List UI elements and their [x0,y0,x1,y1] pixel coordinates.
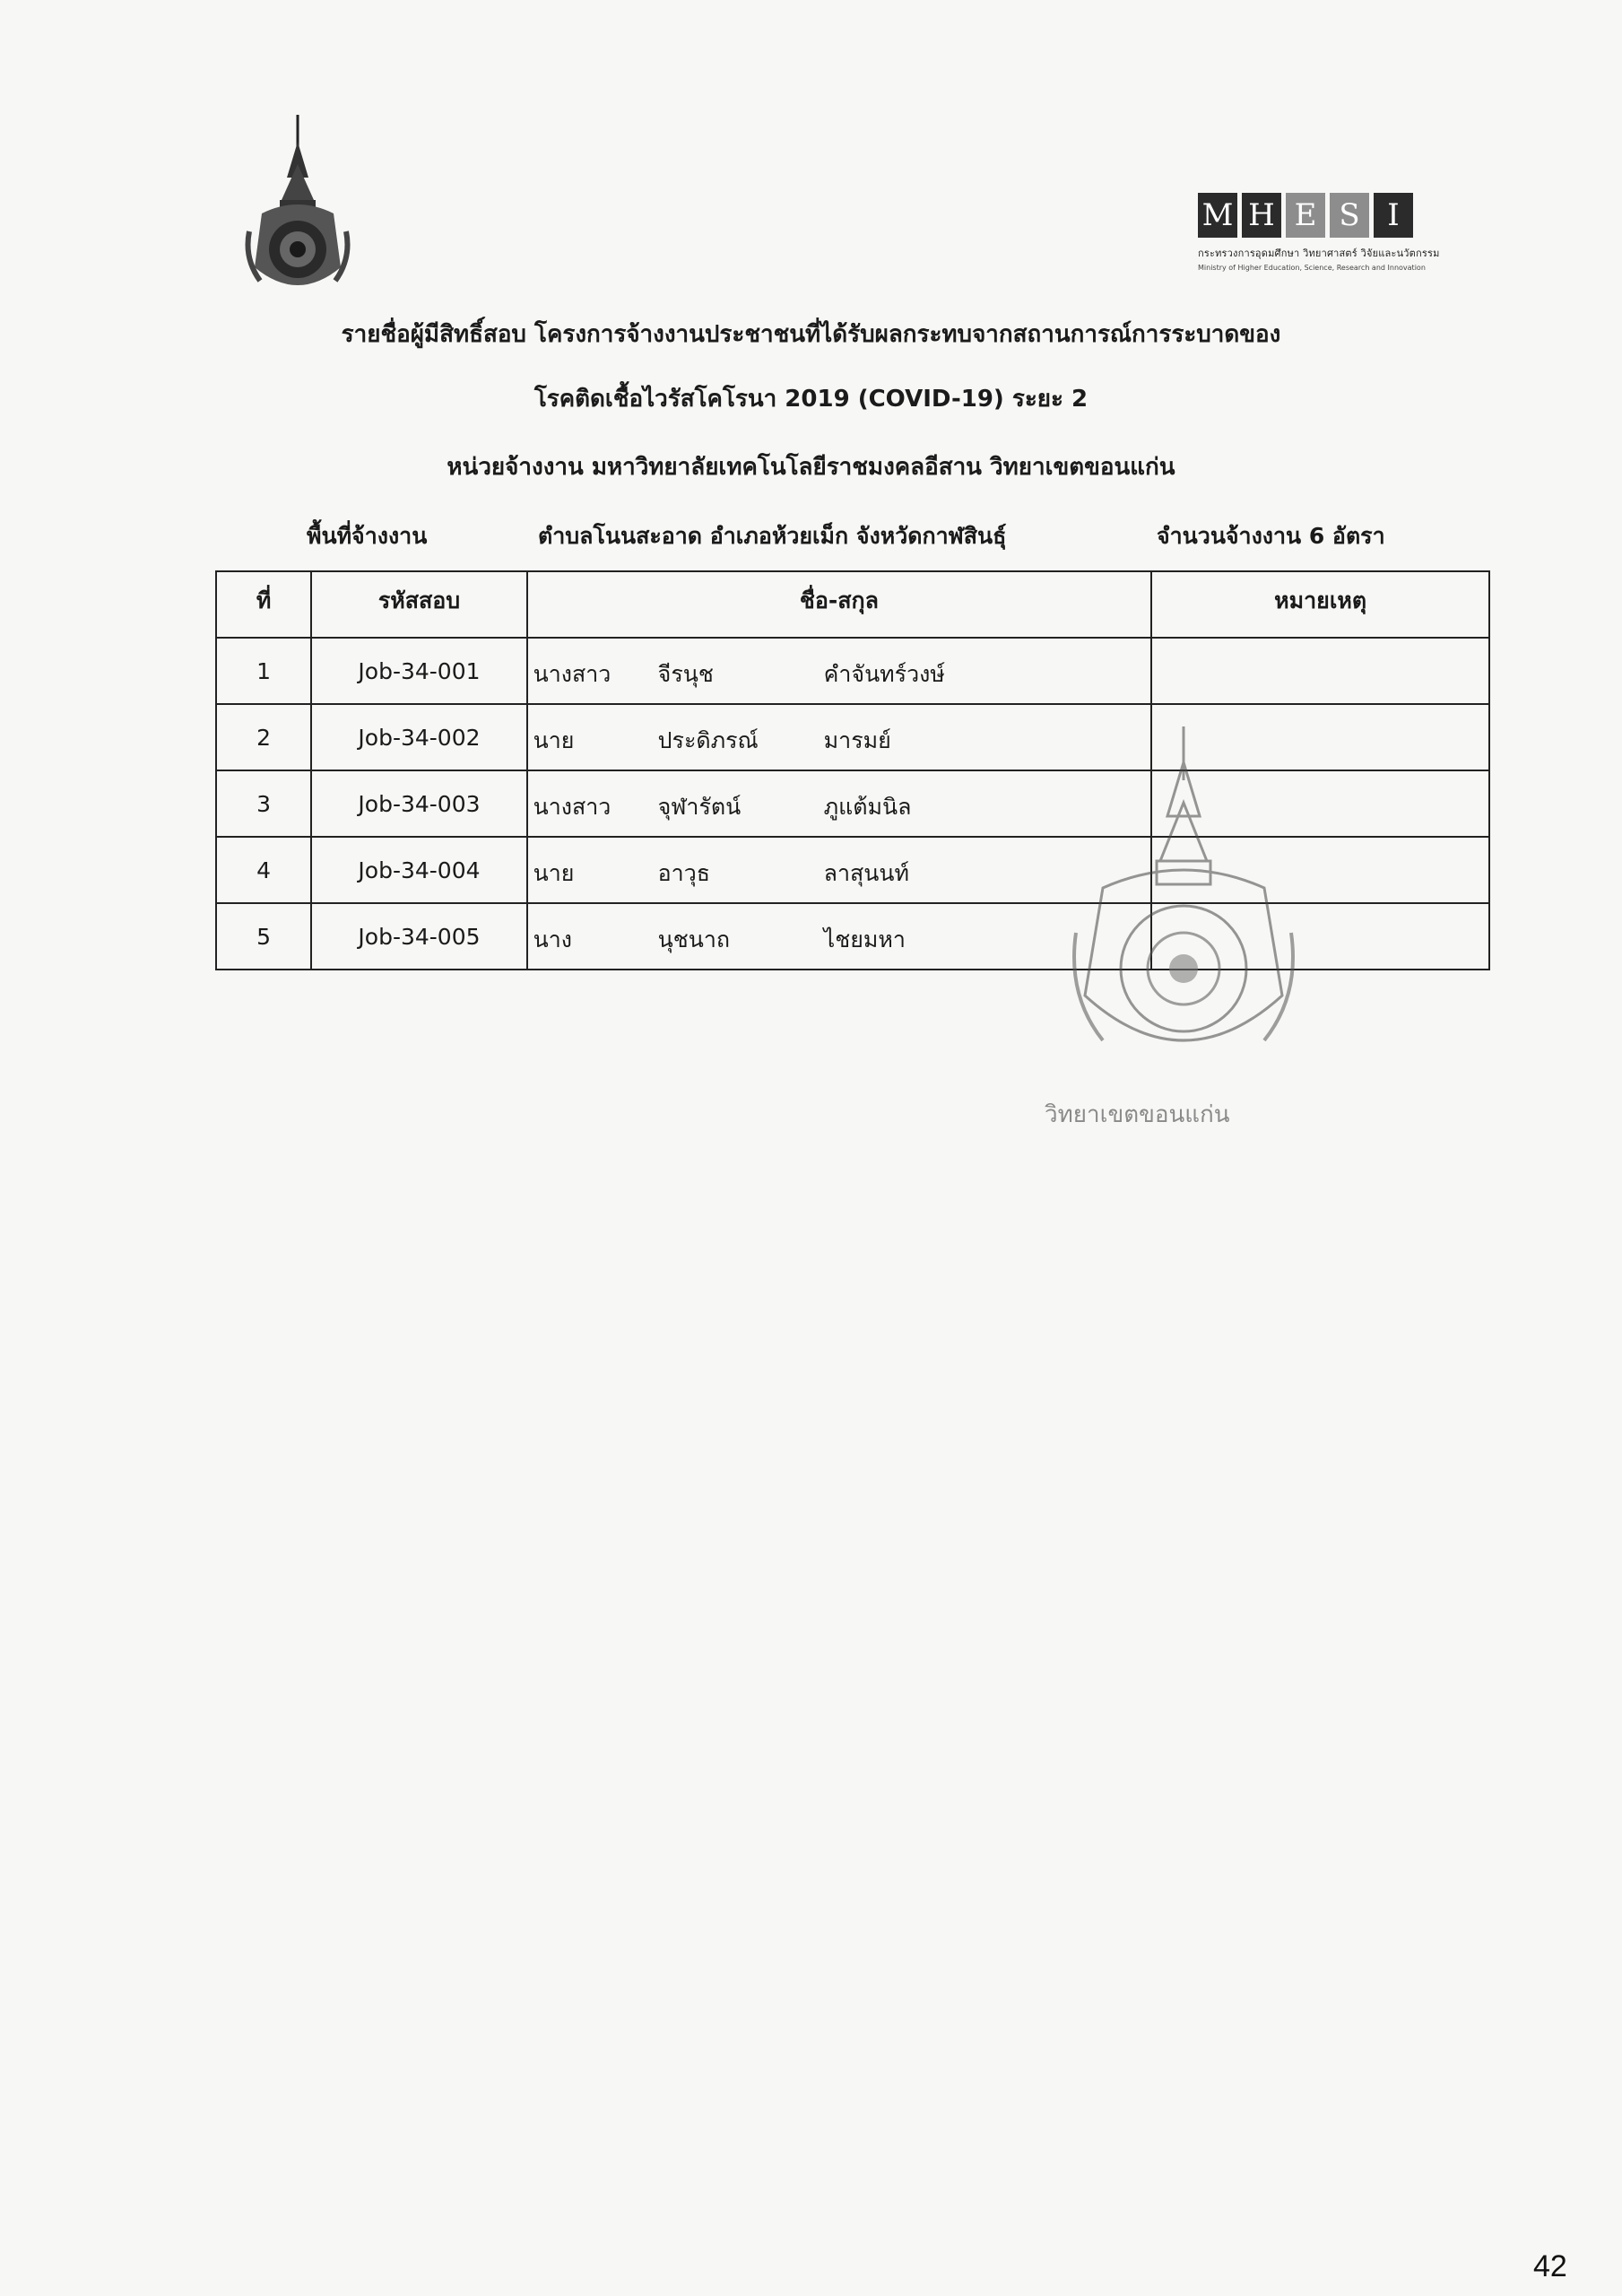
title-line-1: รายชื่อผู้มีสิทธิ์สอบ โครงการจ้างงานประชาชนที่ได้รับผลกระทบจากสถานการณ์การระบาดของ [341,321,1281,348]
row-no: 1 [216,638,311,704]
header-note: หมายเหตุ [1151,571,1489,638]
mhesi-letter: I [1374,193,1413,238]
row-code: Job-34-005 [311,903,526,970]
area-location: ตำบลโนนสะอาด อำเภอห้วยเม็ก จังหวัดกาฬสินธุ์ [538,523,1007,549]
mhesi-subtitle-en: Ministry of Higher Education, Science, Research and Innovation [1198,264,1426,272]
table-header-row [216,571,1489,638]
header-name: ชื่อ-สกุล [527,571,1152,638]
last-name: ลาสุนนท์ [823,860,909,886]
name-prefix: นางสาว [533,661,612,687]
mhesi-letter: H [1242,193,1281,238]
area-label: พื้นที่จ้างงาน [307,523,428,549]
title-line-2: โรคติดเชื้อไวรัสโคโรนา 2019 (COVID-19) ระยะ 2 [533,386,1089,413]
first-name: ประดิภรณ์ [657,727,759,753]
last-name: ไชยมหา [823,926,906,952]
row-no: 2 [216,704,311,770]
row-name [527,704,1152,770]
row-no: 5 [216,903,311,970]
last-name: ภูแต้มนิล [823,794,912,820]
row-name [527,903,1152,970]
mhesi-subtitle-th: กระทรวงการอุดมศึกษา วิทยาศาสตร์ วิจัยและนวัตกรรม [1198,248,1440,259]
mhesi-letter: M [1198,193,1237,238]
mhesi-letters [1198,193,1476,238]
row-no: 3 [216,770,311,837]
stamp-caption: วิทยาเขตขอนแก่น [1045,1101,1230,1128]
area-count: จำนวนจ้างงาน 6 อัตรา [1157,523,1385,549]
mhesi-letter: E [1286,193,1325,238]
first-name: จีรนุช [657,661,714,687]
table-row [216,638,1489,704]
name-prefix: นางสาว [533,794,612,820]
row-no: 4 [216,837,311,903]
first-name: นุชนาถ [657,926,730,952]
title-line-3: หน่วยจ้างงาน มหาวิทยาลัยเทคโนโลยีราชมงคลอีสาน วิทยาเขตขอนแก่น [447,454,1175,481]
name-prefix: นาย [533,860,575,886]
row-name [527,837,1152,903]
mhesi-logo [1198,193,1476,283]
name-prefix: นาง [533,926,573,952]
row-code: Job-34-001 [311,638,526,704]
first-name: จุฬารัตน์ [657,794,742,820]
row-name [527,638,1152,704]
header-code: รหัสสอบ [311,571,526,638]
row-code: Job-34-004 [311,837,526,903]
page-number: 42 [1533,2249,1567,2283]
row-code: Job-34-003 [311,770,526,837]
first-name: อาวุธ [657,860,711,886]
name-prefix: นาย [533,727,575,753]
row-name [527,770,1152,837]
header-no: ที่ [216,571,311,638]
last-name: มารมย์ [823,727,891,753]
mhesi-letter: S [1330,193,1369,238]
official-stamp-icon [1067,726,1300,1103]
university-emblem-icon [244,115,351,299]
row-code: Job-34-002 [311,704,526,770]
row-note [1151,638,1489,704]
last-name: คำจันทร์วงษ์ [823,661,945,687]
